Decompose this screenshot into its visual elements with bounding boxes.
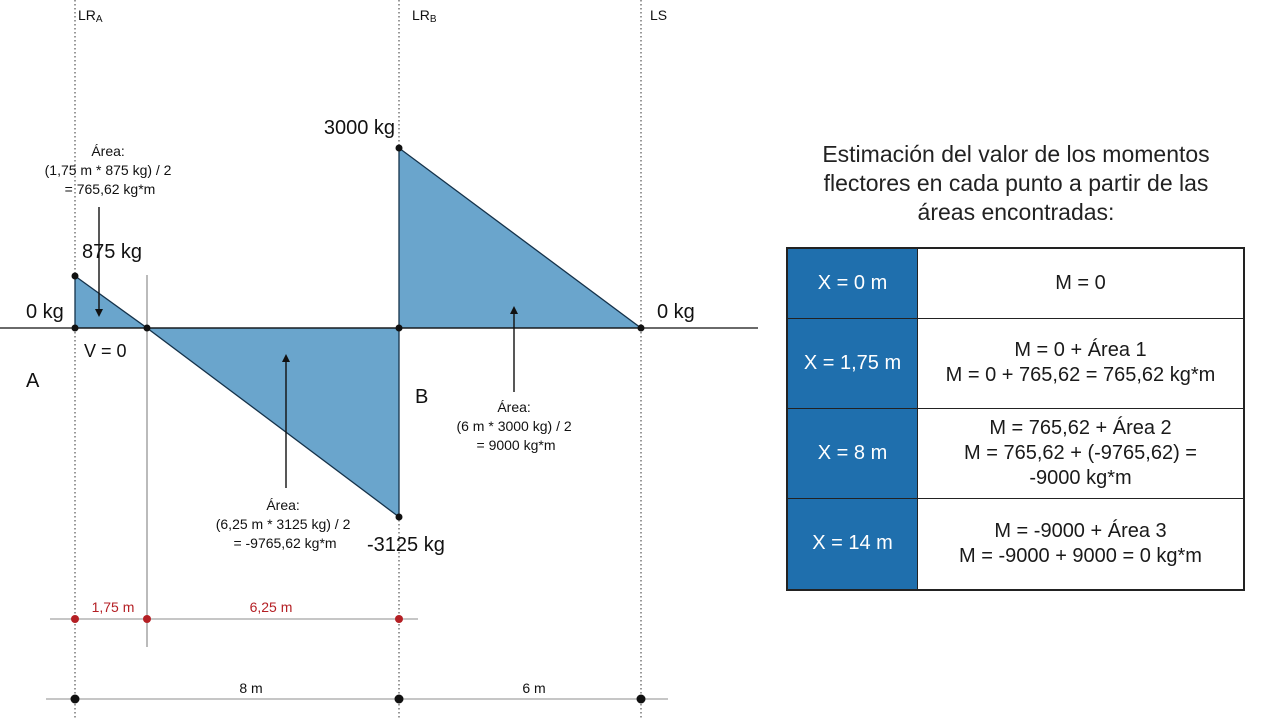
ls-label: LS (650, 7, 668, 23)
x-position-cell: X = 14 m (787, 498, 918, 590)
moments-table (786, 247, 1245, 591)
panel-title-line: Estimación del valor de los momentos (822, 141, 1210, 167)
table-row (787, 318, 1244, 408)
main-dim-dot-b (395, 695, 404, 704)
table-row (787, 248, 1244, 318)
x-position-cell: X = 1,75 m (787, 318, 918, 408)
x-position-cell: X = 8 m (787, 408, 918, 498)
sub-dim-dot-b (395, 615, 403, 623)
area-2-annotation: Área: (6,25 m * 3125 kg) / 2 = -9765,62 kg*m (215, 497, 351, 551)
value-3000: 3000 kg (323, 117, 395, 139)
dim-1-75-label: 1,75 m (91, 599, 135, 615)
panel-title-line: áreas encontradas: (917, 199, 1115, 225)
moment-line: M = 0 + 765,62 = 765,62 kg*m (945, 364, 1216, 386)
value-neg3125: -3125 kg (367, 534, 445, 556)
point-b-label: B (415, 386, 429, 408)
value-0-left: 0 kg (26, 301, 64, 323)
point-a-label: A (26, 370, 40, 392)
moment-line: M = 0 (1055, 271, 1106, 294)
sub-dim-dot-a (71, 615, 79, 623)
dim-6-25-label: 6,25 m (249, 599, 293, 615)
moment-line: M = 765,62 + Área 2 (989, 416, 1172, 439)
value-875: 875 kg (82, 241, 143, 263)
dim-6-label: 6 m (522, 680, 546, 696)
value-0-right: 0 kg (657, 301, 695, 323)
sub-dim-dot-v (143, 615, 151, 623)
area-1-annotation: Área: (1,75 m * 875 kg) / 2 = 765,62 kg*m (44, 143, 172, 197)
lrb-label: LRB (412, 7, 437, 25)
area-2-triangle (147, 328, 399, 517)
point-3000 (396, 145, 403, 152)
point-ls (638, 325, 645, 332)
v-zero-label: V = 0 (84, 341, 127, 361)
point-v-zero (144, 325, 151, 332)
moment-line: -9000 kg*m (1029, 466, 1132, 489)
x-position-cell: X = 0 m (787, 248, 918, 318)
dim-8-label: 8 m (239, 680, 263, 696)
moment-cell (918, 408, 1245, 498)
lra-label: LRA (78, 7, 103, 25)
moment-line: M = -9000 + 9000 = 0 kg*m (959, 544, 1202, 567)
main-dim-dot-ls (637, 695, 646, 704)
moment-line: M = 0 + Área 1 (1014, 339, 1147, 361)
point-neg3125 (396, 514, 403, 521)
moment-cell (918, 248, 1245, 318)
area-1-triangle (75, 276, 147, 328)
panel-title-line: flectores en cada punto a partir de las (823, 170, 1209, 196)
point-875 (72, 273, 79, 280)
moment-line: M = 765,62 + (-9765,62) = (964, 441, 1197, 464)
moment-cell (918, 498, 1245, 590)
moment-line: M = -9000 + Área 3 (994, 519, 1167, 542)
point-b (396, 325, 403, 332)
moment-cell (918, 318, 1245, 408)
panel-title (786, 140, 1246, 227)
table-row (787, 498, 1244, 590)
moments-panel (786, 140, 1246, 591)
table-row (787, 408, 1244, 498)
main-dim-dot-a (71, 695, 80, 704)
area-3-triangle (399, 148, 641, 328)
point-a (72, 325, 79, 332)
area-3-annotation: Área: (6 m * 3000 kg) / 2 = 9000 kg*m (456, 399, 572, 453)
